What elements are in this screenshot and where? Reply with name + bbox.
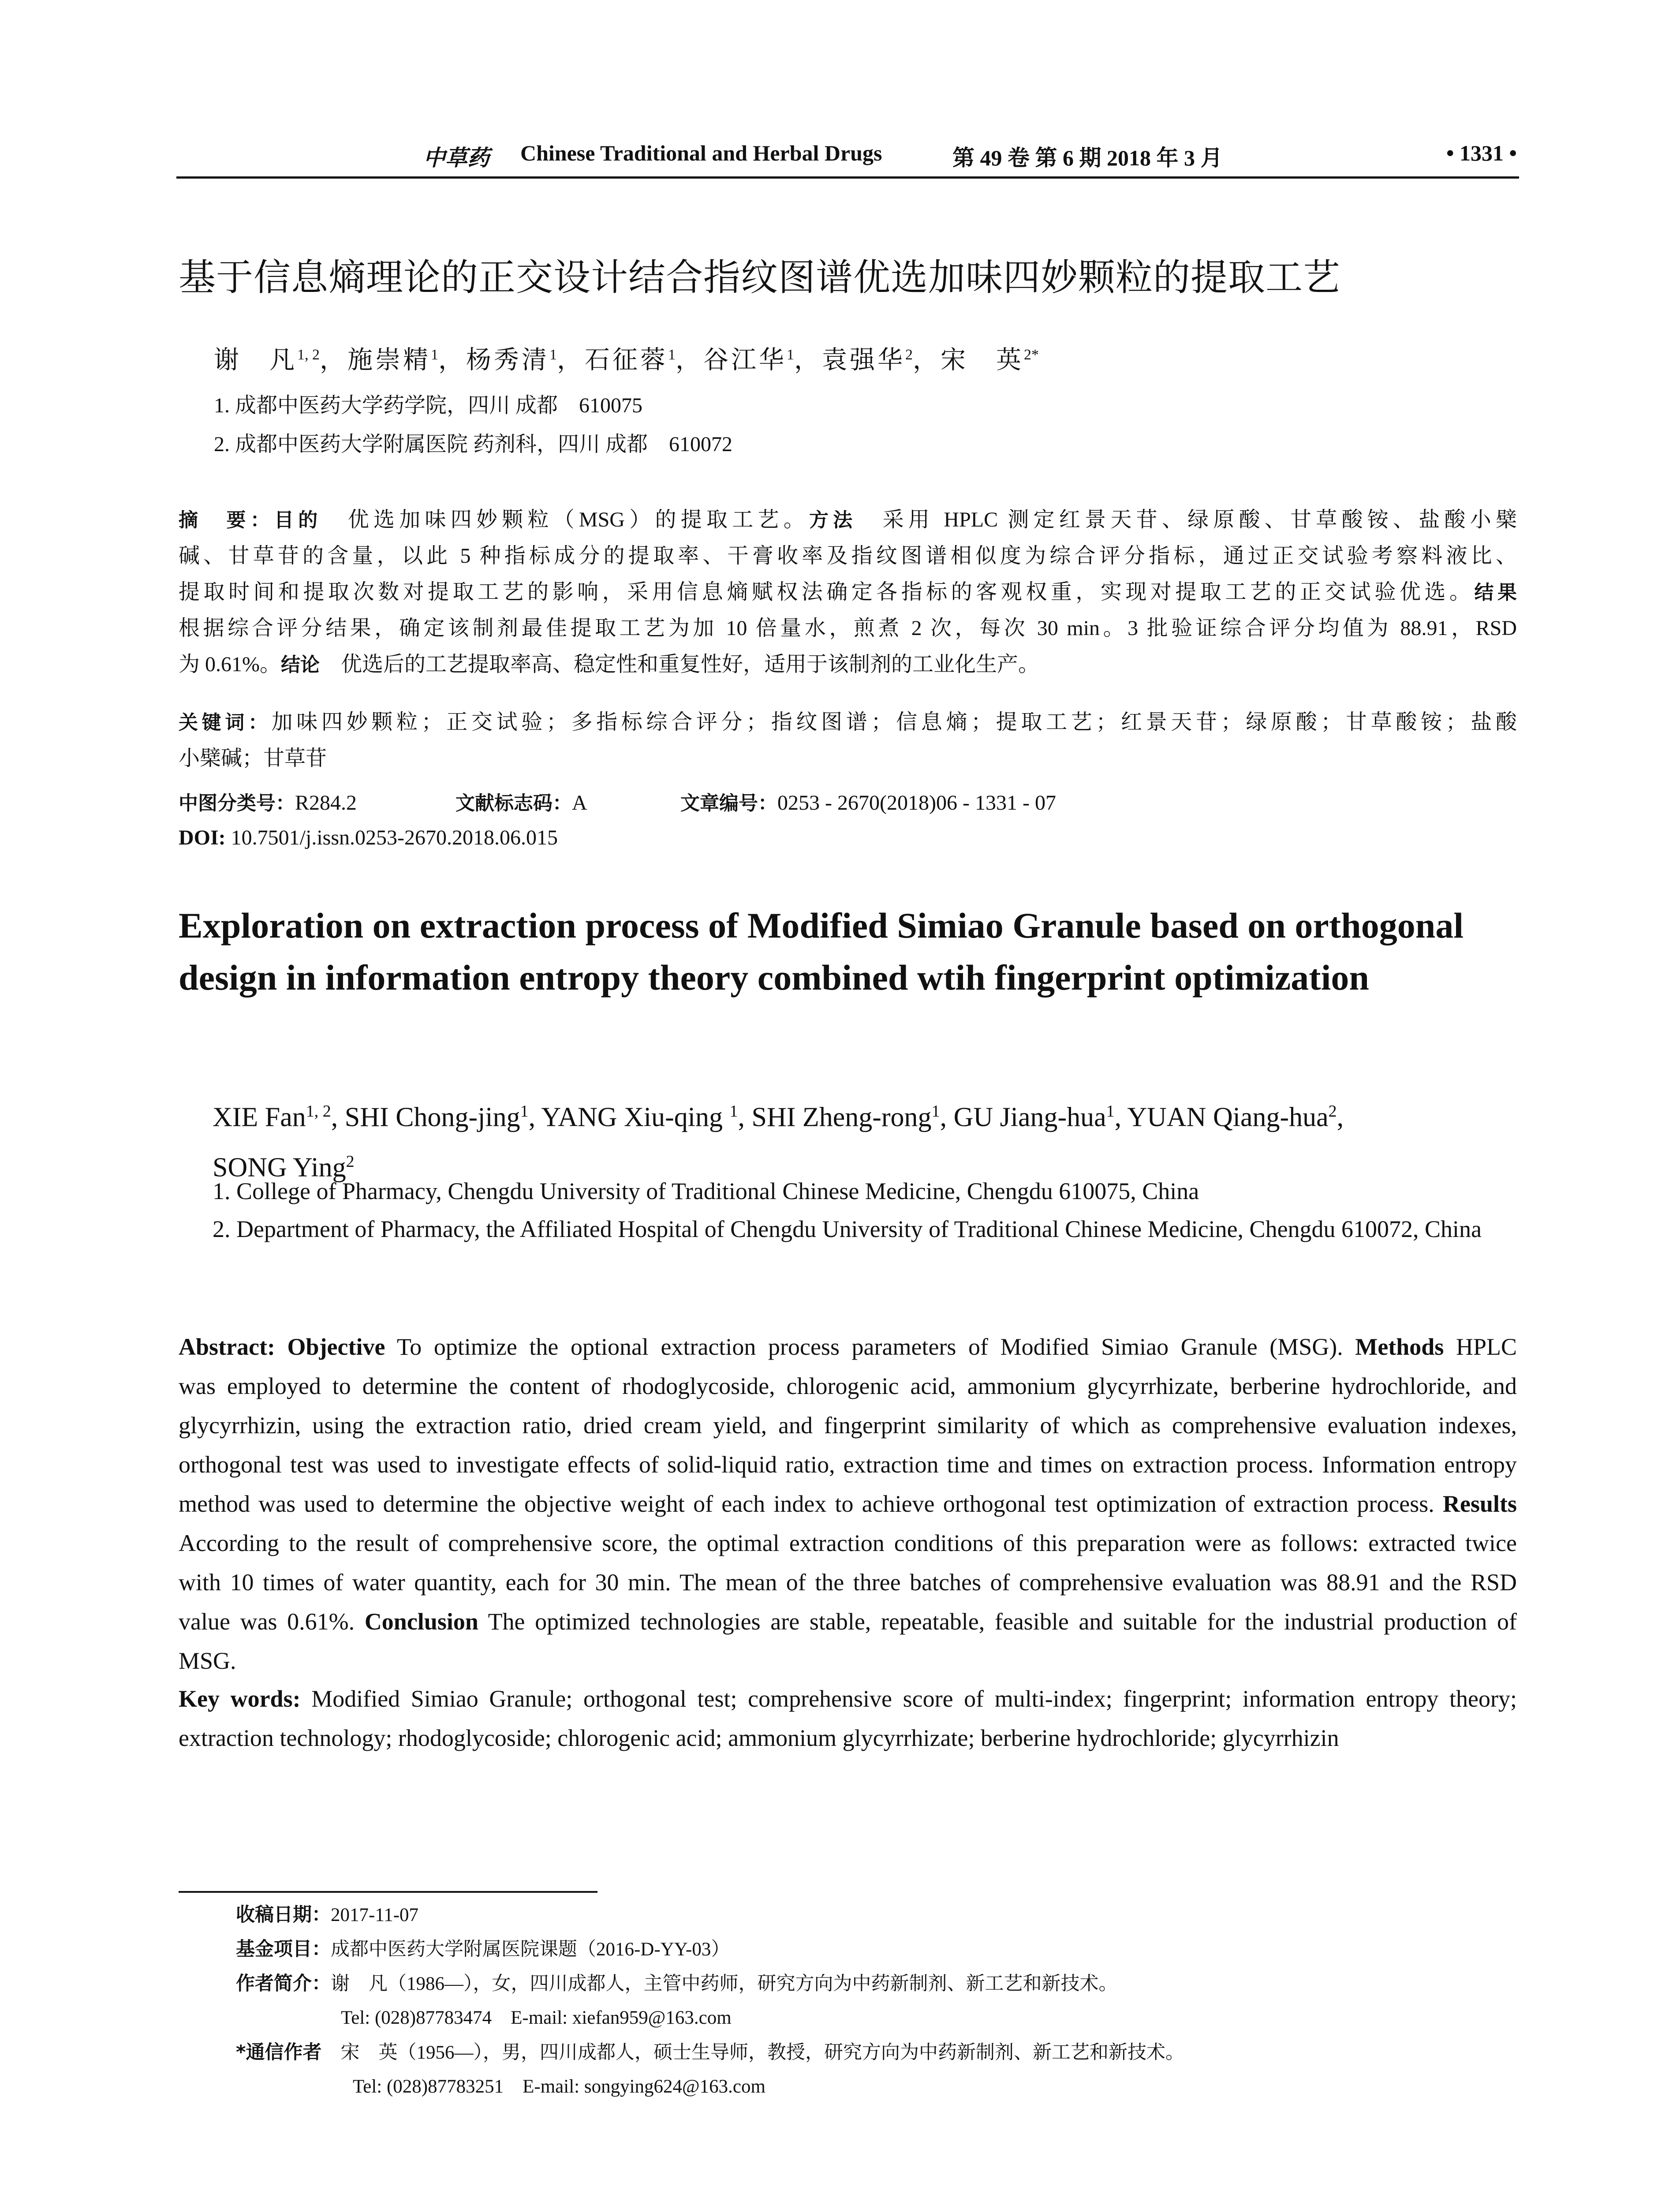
doi-line	[179, 826, 558, 850]
cn-author-affiliation-mark: 1	[668, 347, 676, 363]
english-affiliation-2: 2. Department of Pharmacy, the Affiliated Hospital of Chengdu University of Traditional Chinese Medicine, Chengdu 610072, China	[213, 1216, 1482, 1242]
cn-abstract-bold-label: 结论	[281, 654, 320, 676]
en-abstract-text: value was 0.61%.	[179, 1608, 365, 1635]
en-abstract-bold-label: Results	[1442, 1491, 1517, 1517]
en-author-name: SONG Ying	[213, 1152, 346, 1183]
running-header	[176, 140, 1517, 171]
clc-value: R284.2	[295, 791, 357, 815]
cn-abstract-line	[179, 538, 1517, 574]
en-abstract-bold-label: Objective	[287, 1334, 385, 1360]
en-abstract-line	[179, 1602, 1517, 1641]
en-abstract-text: orthogonal test was used to investigate effects of solid-liquid ratio, extraction time and times on extraction process. Information entropy	[179, 1451, 1517, 1478]
cn-keywords-text: 加味四妙颗粒；正交试验；多指标综合评分；指纹图谱；信息熵；提取工艺；红景天苷；绿原酸；甘草酸铵；盐酸	[271, 710, 1517, 734]
cn-author-affiliation-mark: 1	[549, 347, 557, 363]
corresponding-value: 宋 英（1956—），男，四川成都人，硕士生导师，教授，研究方向为中药新制剂、新工艺和新技术。	[321, 2042, 1184, 2063]
corresponding-contact: Tel: (028)87783251 E-mail: songying624@163.com	[353, 2076, 765, 2097]
en-abstract-text: HPLC	[1444, 1334, 1517, 1360]
cn-keywords-line	[179, 704, 1517, 741]
cn-abstract-line	[179, 502, 1517, 538]
chinese-affiliation-2: 2. 成都中医药大学附属医院 药剂科，四川 成都 610072	[214, 433, 733, 456]
corresponding-label: *通信作者	[236, 2041, 322, 2063]
cn-author-separator: ，	[557, 346, 585, 374]
cn-author-separator: ，	[438, 346, 466, 374]
doc-code-label: 文献标志码：	[455, 792, 572, 815]
cn-keywords-line	[179, 740, 1517, 777]
author-contact: Tel: (028)87783474 E-mail: xiefan959@163.com	[341, 2007, 732, 2028]
en-author-affiliation-mark: 1	[520, 1102, 529, 1121]
en-abstract-line	[179, 1367, 1517, 1406]
cn-author-name: 袁强华	[822, 346, 905, 374]
en-abstract-text: MSG.	[179, 1648, 236, 1674]
clc-label: 中图分类号：	[179, 792, 295, 815]
en-abstract-text: The optimized technologies are stable, repeatable, feasible and suitable for the industrial production of	[478, 1608, 1517, 1635]
cn-author-name: 宋 英	[941, 346, 1024, 374]
cn-keywords-text: 小檗碱；甘草苷	[179, 747, 327, 770]
en-abstract-bold-label: Abstract:	[179, 1334, 287, 1360]
header-rule	[176, 176, 1519, 179]
en-author-separator: ,	[528, 1102, 541, 1132]
en-author-affiliation-mark: 1, 2	[306, 1102, 331, 1121]
en-author-affiliation-mark: 2	[346, 1152, 355, 1171]
cn-abstract-line	[179, 610, 1517, 647]
journal-name-cn: 中草药	[423, 146, 489, 170]
cn-author-affiliation-mark: 1	[431, 347, 438, 363]
en-author-name: YUAN Qiang-hua	[1127, 1102, 1329, 1132]
en-abstract-line	[179, 1484, 1517, 1524]
cn-author-affiliation-mark: 2	[905, 347, 913, 363]
en-abstract-text: with 10 times of water quantity, each for 30 min. The mean of the three batches of comprehensive evaluation was 88.91 and the RSD	[179, 1569, 1517, 1596]
received-label: 收稿日期：	[236, 1904, 331, 1926]
cn-abstract-bold-label: 目的	[274, 509, 322, 531]
chinese-title: 基于信息熵理论的正交设计结合指纹图谱优选加味四妙颗粒的提取工艺	[179, 256, 1341, 299]
doi-value: 10.7501/j.issn.0253-2670.2018.06.015	[225, 826, 558, 849]
cn-author-affiliation-mark: 1	[787, 347, 794, 363]
en-author-affiliation-mark: 1	[729, 1102, 738, 1121]
chinese-author-list	[214, 340, 1039, 376]
en-abstract-line	[179, 1563, 1517, 1602]
en-author-separator: ,	[331, 1102, 345, 1132]
en-author-separator: ,	[940, 1102, 954, 1132]
en-abstract-line	[179, 1524, 1517, 1563]
footnote-rule	[179, 1891, 597, 1893]
cn-author-separator: ，	[913, 346, 941, 374]
en-author-separator: ,	[738, 1102, 752, 1132]
english-title: Exploration on extraction process of Modified Simiao Granule based on orthogonal design in information entropy theory combined wtih fingerprint optimization	[179, 905, 1464, 998]
footnote-fund	[236, 1936, 730, 1963]
author-bio-value: 谢 凡（1986—），女，四川成都人，主管中药师，研究方向为中药新制剂、新工艺和新技术。	[331, 1973, 1118, 1994]
en-author-name: XIE Fan	[213, 1102, 306, 1132]
cn-author-name: 石征蓉	[585, 346, 668, 374]
page-number: • 1331 •	[1446, 141, 1517, 165]
cn-author-separator: ，	[320, 346, 347, 374]
received-date: 2017-11-07	[331, 1905, 419, 1925]
article-number-label: 文章编号：	[680, 792, 778, 815]
cn-abstract-text: 采用 HPLC 测定红景天苷、绿原酸、甘草酸铵、盐酸小檗	[857, 508, 1517, 531]
en-author-name: GU Jiang-hua	[953, 1102, 1106, 1132]
journal-name-en: Chinese Traditional and Herbal Drugs	[520, 141, 882, 165]
english-affiliation-1: 1. College of Pharmacy, Chengdu University of Traditional Chinese Medicine, Chengdu 610075, China	[213, 1178, 1199, 1204]
cn-author-separator: ，	[676, 346, 703, 374]
en-author-name: YANG Xiu-qing	[541, 1102, 730, 1132]
en-author-separator: ,	[1337, 1102, 1344, 1132]
en-author-affiliation-mark: 2	[1328, 1102, 1337, 1121]
cn-author-name: 谢 凡	[214, 346, 297, 374]
footnote-author-bio	[236, 1970, 1118, 1997]
en-abstract-text: To optimize the optional extraction process parameters of Modified Simiao Granule (MSG).	[385, 1334, 1355, 1360]
article-number-value: 0253 - 2670(2018)06 - 1331 - 07	[777, 791, 1056, 815]
author-bio-label: 作者简介：	[236, 1973, 331, 1995]
en-abstract-line	[179, 1445, 1517, 1484]
en-abstract-bold-label: Conclusion	[364, 1608, 478, 1635]
cn-abstract-bold-label: 方法	[809, 509, 857, 531]
en-abstract-bold-label: Methods	[1355, 1334, 1444, 1360]
cn-abstract-bold-label: 摘 要：	[179, 509, 274, 531]
classification-line	[179, 787, 1056, 815]
journal-issue: 第 49 卷 第 6 期 2018 年 3 月	[952, 146, 1223, 170]
fund-label: 基金项目：	[236, 1938, 331, 1960]
cn-abstract-line	[179, 574, 1517, 611]
en-author-name: SHI Zheng-rong	[751, 1102, 932, 1132]
en-keywords-text: Modified Simiao Granule; orthogonal test; comprehensive score of multi-index; fingerprint; information entropy theory;	[311, 1686, 1517, 1712]
en-keywords-bold-label: Key words:	[179, 1686, 312, 1712]
en-abstract-line	[179, 1327, 1517, 1367]
en-abstract-text: was employed to determine the content of rhodoglycoside, chlorogenic acid, ammonium glycyrrhizate, berberine hydrochloride, and	[179, 1373, 1517, 1399]
cn-author-affiliation-mark: 2*	[1024, 347, 1039, 363]
en-keywords-line	[179, 1719, 1517, 1758]
fund-value: 成都中医药大学附属医院课题（2016-D-YY-03）	[331, 1939, 730, 1960]
en-author-affiliation-mark: 1	[1106, 1102, 1115, 1121]
en-abstract-line	[179, 1406, 1517, 1445]
en-abstract-text: According to the result of comprehensive score, the optimal extraction conditions of this preparation were as follows: extracted twice	[179, 1530, 1517, 1556]
cn-author-separator: ，	[794, 346, 822, 374]
en-abstract-line	[179, 1641, 1517, 1681]
en-abstract-text: method was used to determine the objective weight of each index to achieve orthogonal test optimization of extraction process.	[179, 1491, 1443, 1517]
en-author-name: SHI Chong-jing	[344, 1102, 520, 1132]
cn-author-name: 谷江华	[703, 346, 787, 374]
footnote-received	[236, 1902, 418, 1928]
en-author-affiliation-mark: 1	[931, 1102, 940, 1121]
footnote-corresponding	[236, 2039, 1184, 2066]
cn-abstract-text: 根据综合评分结果，确定该制剂最佳提取工艺为加 10 倍量水，煎煮 2 次，每次 30 min。3 批验证综合评分均值为 88.91，RSD	[179, 617, 1517, 640]
doi-label: DOI:	[179, 826, 226, 849]
cn-author-name: 杨秀清	[466, 346, 549, 374]
doc-code-value: A	[572, 791, 586, 815]
en-keywords-line	[179, 1679, 1517, 1719]
chinese-affiliation-1: 1. 成都中医药大学药学院，四川 成都 610075	[214, 394, 643, 417]
cn-author-name: 施崇精	[347, 346, 431, 374]
cn-author-affiliation-mark: 1, 2	[297, 347, 320, 363]
cn-abstract-text: 提取时间和提取次数对提取工艺的影响，采用信息熵赋权法确定各指标的客观权重，实现对提取工艺的正交试验优选。	[179, 580, 1475, 604]
en-author-separator: ,	[1114, 1102, 1127, 1132]
cn-abstract-text: 为 0.61%。	[179, 653, 281, 676]
cn-abstract-bold-label: 结果	[1474, 581, 1517, 604]
en-abstract-text: glycyrrhizin, using the extraction ratio, dried cream yield, and fingerprint similarity of which as comprehensive evaluation indexes,	[179, 1412, 1517, 1439]
cn-abstract-text: 优选加味四妙颗粒（MSG）的提取工艺。	[322, 508, 809, 531]
cn-abstract-text: 优选后的工艺提取率高、稳定性和重复性好，适用于该制剂的工业化生产。	[320, 653, 1040, 676]
cn-keywords-bold-label: 关键词：	[179, 711, 272, 734]
en-keywords-text: extraction technology; rhodoglycoside; chlorogenic acid; ammonium glycyrrhizate; berberine hydrochloride; glycyrrhizin	[179, 1725, 1339, 1751]
cn-abstract-text: 碱、甘草苷的含量，以此 5 种指标成分的提取率、干膏收率及指纹图谱相似度为综合评分指标，通过正交试验考察料液比、	[179, 544, 1517, 568]
cn-abstract-line	[179, 647, 1517, 683]
